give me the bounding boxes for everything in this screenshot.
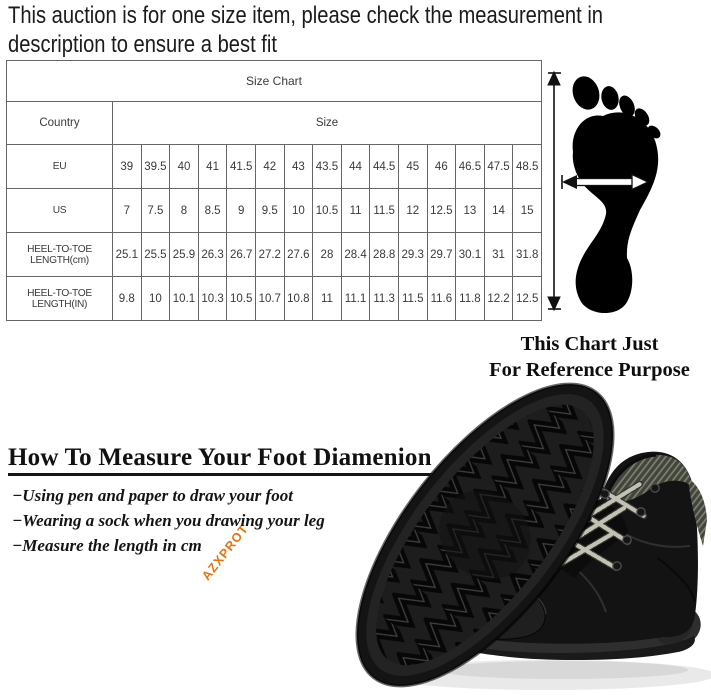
size-value-cell: 46: [427, 145, 456, 189]
size-value-cell: 11.3: [370, 277, 399, 321]
size-value-cell: 39.5: [141, 145, 170, 189]
row-label: HEEL-TO-TOE LENGTH(IN): [7, 277, 113, 321]
size-value-cell: 31.8: [513, 233, 542, 277]
size-value-cell: 12.5: [427, 189, 456, 233]
reference-note: [468, 331, 711, 383]
row-label: EU: [7, 145, 113, 189]
size-value-cell: 11.1: [341, 277, 370, 321]
size-value-cell: 26.3: [198, 233, 227, 277]
vertical-double-arrow-icon: [548, 72, 561, 310]
size-value-cell: 28.4: [341, 233, 370, 277]
size-value-cell: 15: [513, 189, 542, 233]
table-row: [7, 145, 542, 189]
auction-notice-line2: description to ensure a best fit: [8, 31, 277, 58]
size-value-cell: 14: [484, 189, 513, 233]
footprint-icon: [568, 73, 662, 313]
brand-text: AZXPROT: [199, 521, 252, 583]
size-value-cell: 43.5: [313, 145, 342, 189]
size-value-cell: 48.5: [513, 145, 542, 189]
size-value-cell: 47.5: [484, 145, 513, 189]
table-title-row: [7, 61, 542, 102]
size-value-cell: 28: [313, 233, 342, 277]
size-value-cell: 12.2: [484, 277, 513, 321]
size-value-cell: 26.7: [227, 233, 256, 277]
size-value-cell: 27.6: [284, 233, 313, 277]
size-value-cell: 31: [484, 233, 513, 277]
size-value-cell: 43: [284, 145, 313, 189]
measure-step: −Wearing a sock when you drawing your leg: [12, 511, 325, 530]
size-value-cell: 30.1: [456, 233, 485, 277]
auction-notice-line1: This auction is for one size item, please check the measurement in: [8, 2, 604, 29]
size-header: Size: [113, 102, 542, 145]
size-value-cell: 25.5: [141, 233, 170, 277]
table-row: [7, 189, 542, 233]
measure-guide-steps: [12, 483, 325, 558]
size-value-cell: 9.8: [113, 277, 142, 321]
size-value-cell: 10.8: [284, 277, 313, 321]
size-value-cell: 10.3: [198, 277, 227, 321]
size-value-cell: 7: [113, 189, 142, 233]
size-value-cell: 11.6: [427, 277, 456, 321]
size-value-cell: 44: [341, 145, 370, 189]
size-value-cell: 10.5: [227, 277, 256, 321]
size-value-cell: 12.5: [513, 277, 542, 321]
country-header: Country: [7, 102, 113, 145]
size-value-cell: 45: [398, 145, 427, 189]
size-value-cell: 41.5: [227, 145, 256, 189]
size-value-cell: 9.5: [255, 189, 284, 233]
foot-measure-diagram: [540, 58, 670, 323]
size-value-cell: 27.2: [255, 233, 284, 277]
auction-notice: [8, 1, 603, 59]
measure-step: −Measure the length in cm: [12, 536, 202, 555]
table-header-row: [7, 102, 542, 145]
size-value-cell: 10.5: [313, 189, 342, 233]
size-value-cell: 29.7: [427, 233, 456, 277]
table-row: [7, 277, 542, 321]
size-value-cell: 11.5: [398, 277, 427, 321]
size-chart-title: Size Chart: [7, 61, 542, 102]
size-value-cell: 13: [456, 189, 485, 233]
size-value-cell: 11.5: [370, 189, 399, 233]
measure-guide-heading: How To Measure Your Foot Diamenion: [8, 444, 432, 476]
size-value-cell: 46.5: [456, 145, 485, 189]
size-value-cell: 9: [227, 189, 256, 233]
size-value-cell: 10.7: [255, 277, 284, 321]
size-value-cell: 11.8: [456, 277, 485, 321]
size-value-cell: 7.5: [141, 189, 170, 233]
size-value-cell: 41: [198, 145, 227, 189]
size-value-cell: 25.9: [170, 233, 199, 277]
size-chart-body: [7, 61, 542, 321]
size-value-cell: 10: [284, 189, 313, 233]
row-label: US: [7, 189, 113, 233]
size-value-cell: 29.3: [398, 233, 427, 277]
reference-note-line1: This Chart Just: [520, 333, 659, 355]
reference-note-line2: For Reference Purpose: [489, 359, 690, 381]
size-value-cell: 25.1: [113, 233, 142, 277]
size-value-cell: 44.5: [370, 145, 399, 189]
size-chart-table: [6, 60, 542, 321]
size-value-cell: 10.1: [170, 277, 199, 321]
size-value-cell: 8.5: [198, 189, 227, 233]
size-value-cell: 42: [255, 145, 284, 189]
measure-step: −Using pen and paper to draw your foot: [12, 486, 293, 505]
size-value-cell: 10: [141, 277, 170, 321]
size-value-cell: 11: [313, 277, 342, 321]
size-value-cell: 12: [398, 189, 427, 233]
size-value-cell: 11: [341, 189, 370, 233]
size-value-cell: 8: [170, 189, 199, 233]
table-row: [7, 233, 542, 277]
size-value-cell: 28.8: [370, 233, 399, 277]
row-label: HEEL-TO-TOE LENGTH(cm): [7, 233, 113, 277]
size-value-cell: 40: [170, 145, 199, 189]
size-value-cell: 39: [113, 145, 142, 189]
